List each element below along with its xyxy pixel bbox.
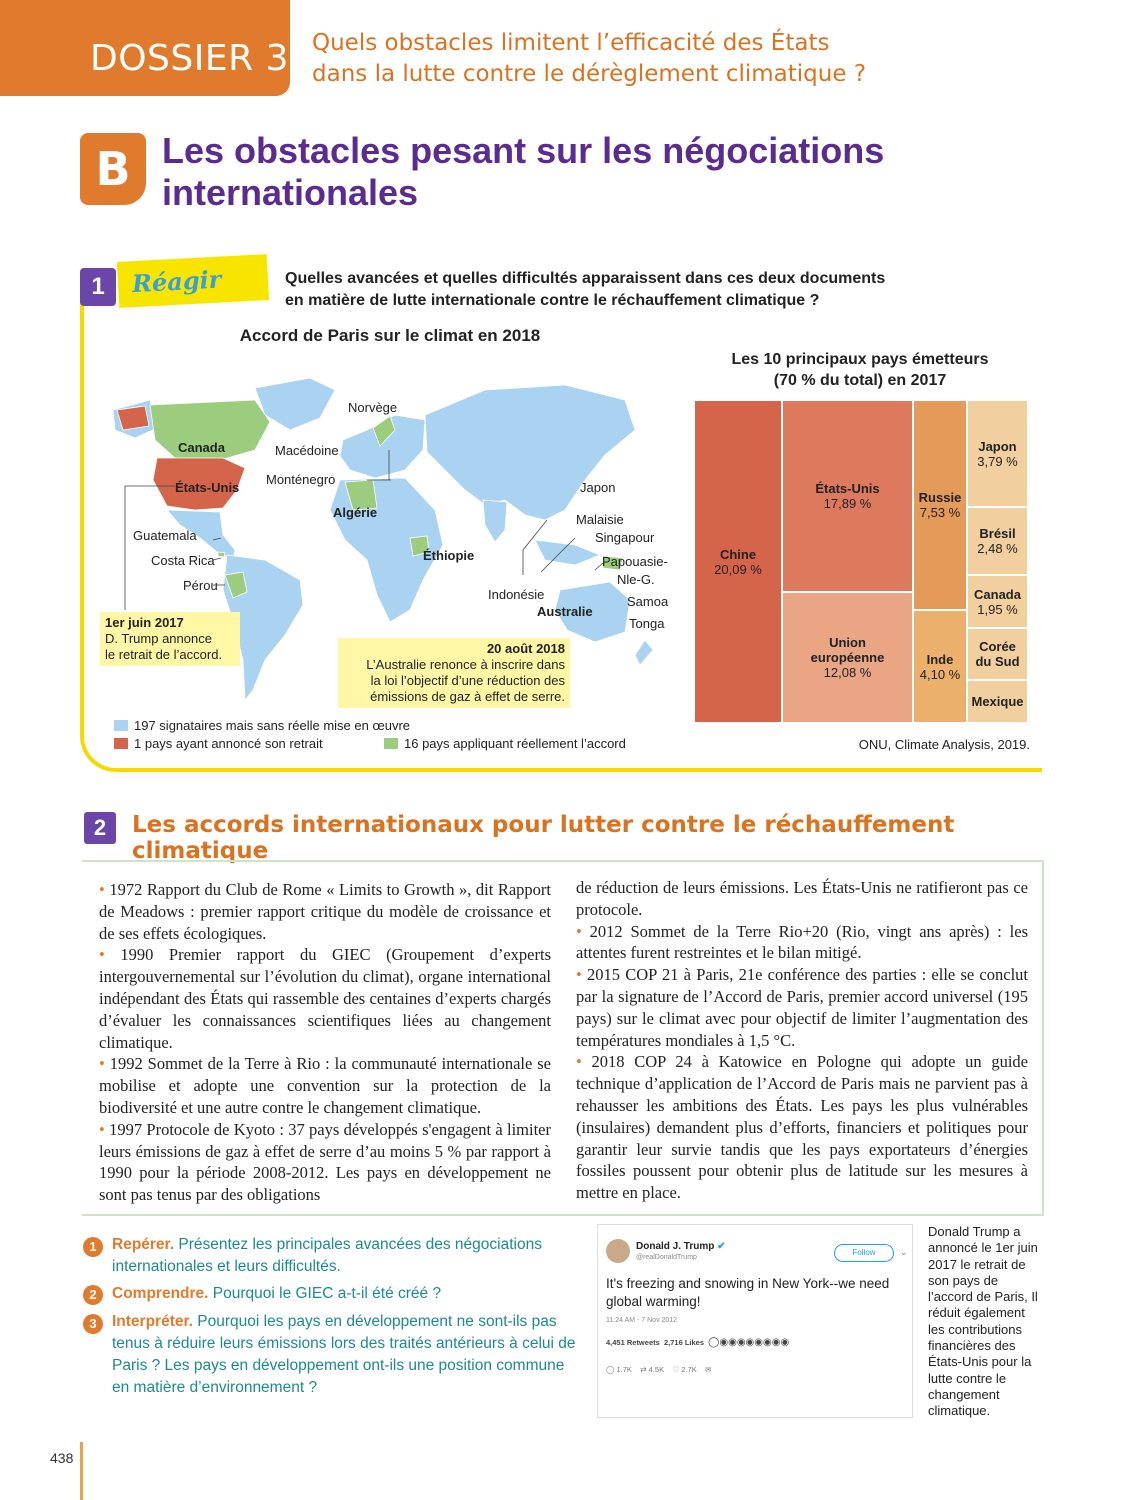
- treemap-cell-name: États-Unis: [815, 481, 880, 496]
- liker-avatars-icon: ◯◉◉◉◉◉◉◉◉: [708, 1337, 790, 1348]
- tweet-time: 11:24 AM - 7 Nov 2012: [606, 1317, 678, 1324]
- se-asia-shape: [535, 540, 600, 565]
- label-indonesie: Indonésie: [488, 587, 545, 602]
- tweet-likes: 2,716 Likes: [663, 1338, 704, 1347]
- asia-shape: [425, 385, 635, 520]
- doc2-number: 2: [84, 812, 116, 844]
- question-3: [112, 1311, 582, 1399]
- question-text: Pourquoi les pays en développement ne sont-ils pas tenus à réduire leurs émissions lors des traités antérieurs à celui de Paris ? Les pays en développement ont-ils une position commune en matière d’environnement ?: [112, 1313, 576, 1396]
- india-shape: [483, 500, 507, 542]
- like-icon[interactable]: ♡: [672, 1365, 680, 1374]
- treemap-cell-value: 2,48 %: [977, 541, 1018, 556]
- timeline-text: 1972 Rapport du Club de Rome « Limits to Growth », dit Rapport de Meadows : premier rapport critique du modèle de croissance et de ses effets écologiques.: [99, 880, 551, 943]
- label-montenegro: Monténegro: [266, 472, 336, 487]
- treemap-title-line: (70 % du total) en 2017: [773, 372, 947, 389]
- timeline-text: 2015 COP 21 à Paris, 21e conférence des parties : elle se conclut par la signature de l’Accord de Paris, premier accord universel (195 pays) sur le climat avec pour objectif de limiter l’augmentation des températures mondiales à 1,5 °C.: [576, 965, 1028, 1050]
- question-1: [112, 1234, 582, 1278]
- section-title-line: Les obstacles pesant sur les négociations: [162, 130, 885, 171]
- map-title: Accord de Paris sur le climat en 2018: [239, 326, 541, 345]
- dossier-question-line: Quels obstacles limitent l’efficacité des États: [312, 30, 830, 56]
- label-australie: Australie: [537, 604, 593, 619]
- treemap-cell-value: 12,08 %: [823, 665, 872, 680]
- treemap-cell-value: 20,09 %: [714, 561, 762, 577]
- legend-blue: [114, 718, 410, 733]
- treemap-cell-bresil: [967, 507, 1028, 575]
- question-2: [112, 1283, 582, 1305]
- callout-trump-line: le retrait de l’accord.: [105, 647, 223, 662]
- timeline-text: 1990 Premier rapport du GIEC (Groupement d’experts intergouvernemental sur l’évolution du climat), organe international indépendant des États qui rassemble des centaines d’experts chargés d’évaluer les connaissances scientifiques liées au changement climatique.: [99, 945, 551, 1052]
- treemap-cell-ue: [782, 592, 913, 723]
- label-papouasie-1: Papouasie-: [602, 554, 668, 569]
- callout-australia: [338, 638, 570, 708]
- legend-green: [384, 736, 626, 751]
- legend-red-label: 1 pays ayant annoncé son retrait: [134, 736, 323, 751]
- label-perou: Pérou: [183, 578, 218, 593]
- tweet-stats: [606, 1337, 789, 1348]
- label-singapour: Singapour: [595, 530, 655, 545]
- callout-aus-line: la loi l’objectif d’une réduction des: [370, 673, 565, 688]
- question-verb: Comprendre.: [112, 1285, 209, 1302]
- treemap-cell-name: Union européenne: [810, 635, 885, 665]
- emitters-treemap: [694, 400, 1028, 723]
- reagir-question: [285, 268, 925, 312]
- label-papouasie-2: Nle-G.: [617, 572, 655, 587]
- follow-button[interactable]: Follow: [834, 1244, 894, 1262]
- treemap-cell-mexique: [967, 680, 1028, 723]
- treemap-cell-value: 4,10 %: [919, 666, 961, 682]
- timeline-item: • 1990 Premier rapport du GIEC (Groupement d’experts intergouvernemental sur l’évolution du climat), organe international indépendant des États qui rassemble des centaines d’experts chargés d’évaluer les connaissances scientifiques liées au changement climatique.: [99, 945, 551, 1052]
- treemap-cell-inde: [913, 610, 967, 723]
- question-number: 1: [83, 1237, 103, 1257]
- chevron-down-icon[interactable]: ⌄: [900, 1247, 908, 1257]
- treemap-source: ONU, Climate Analysis, 2019.: [858, 737, 1030, 752]
- question-number: 2: [83, 1285, 103, 1305]
- timeline-item: • 2018 COP 24 à Katowice en Pologne qui adopte un guide technique d’application de l’Accord de Paris mais ne parvient pas à rehausser les ambitions des États. Les pays les plus vulnérables (insulaires) demandent plus d’efforts, financiers et politiques pour garantir leur survie tandis que les pays exportateurs d’énergies fossiles poussent pour obtenir plus de latitude sur les mesures à mettre en place.: [576, 1052, 1028, 1203]
- question-text: Pourquoi le GIEC a-t-il été créé ?: [212, 1285, 442, 1302]
- question-verb: Repérer.: [112, 1236, 175, 1253]
- tweet-author-name: Donald J. Trump: [636, 1241, 715, 1252]
- alaska-red-shape: [117, 406, 149, 430]
- reagir-label: Réagir: [117, 254, 269, 308]
- callout-trump-date: 1er juin 2017: [105, 615, 184, 630]
- treemap-cell-name: Mexique: [971, 694, 1024, 709]
- message-icon[interactable]: ✉: [705, 1365, 712, 1374]
- costa-rica-shape: [218, 552, 225, 557]
- reply-count: 1.7K: [616, 1365, 632, 1374]
- callout-trump-line: D. Trump annonce: [105, 631, 212, 646]
- reagir-question-line: en matière de lutte internationale contre le réchauffement climatique ?: [285, 292, 820, 309]
- treemap-cell-name: Russie: [918, 490, 962, 505]
- doc2-left-column: [99, 879, 551, 1206]
- page-number: 438: [50, 1450, 74, 1466]
- page-bar: [80, 1442, 83, 1500]
- tweet-caption: Donald Trump a annoncé le 1er juin 2017 le retrait de son pays de l’accord de Paris, Il réduit également les contributions financières des États-Unis pour la lutte contre le changement climatique.: [928, 1224, 1038, 1419]
- like-count: 2.7K: [681, 1365, 697, 1374]
- timeline-item: • 1972 Rapport du Club de Rome « Limits to Growth », dit Rapport de Meadows : premier rapport critique du modèle de croissance et de ses effets écologiques.: [99, 880, 551, 943]
- timeline-item: • 2012 Sommet de la Terre Rio+20 (Rio, vingt ans après) : les attentes furent restreintes et le bilan mitigé.: [576, 921, 1028, 963]
- callout-aus-line: L’Australie renonce à inscrire dans: [366, 657, 565, 672]
- label-macedoine: Macédoine: [275, 443, 339, 458]
- label-algerie: Algérie: [333, 505, 378, 520]
- timeline-item: • 1997 Protocole de Kyoto : 37 pays développés s'engagent à limiter leurs émissions de gaz à effet de serre d’au moins 5 % par rapport à 1990 pour la période 2008-2012. Les pays en développement ne sont pas tenus par des obligations: [99, 1119, 551, 1205]
- question-verb: Interpréter.: [112, 1313, 193, 1330]
- legend-green-label: 16 pays appliquant réellement l’accord: [404, 736, 626, 751]
- label-tonga: Tonga: [629, 616, 665, 631]
- treemap-cell-chine: [694, 400, 782, 723]
- avatar: [606, 1239, 630, 1263]
- callout-aus-date: 20 août 2018: [486, 641, 565, 656]
- timeline-item: • 2015 COP 21 à Paris, 21e conférence des parties : elle se conclut par la signature de l’Accord de Paris, premier accord universel (195 pays) sur le climat avec pour objectif de limiter l’augmentation des températures mondiales à 1,5 °C.: [576, 965, 1028, 1050]
- legend-swatch-red: [114, 738, 128, 749]
- section-letter-badge: B: [80, 133, 146, 205]
- timeline-text: 1997 Protocole de Kyoto : 37 pays développés s'engagent à limiter leurs émissions de gaz à effet de serre d’au moins 5 % par rapport à 1990 pour la période 2008-2012. Les pays en développement ne sont pas tenus par des obligations: [99, 1119, 551, 1205]
- tweet-handle: @realDonaldTrump: [636, 1254, 697, 1261]
- legend-swatch-blue: [114, 720, 128, 731]
- treemap-cell-coree: [967, 628, 1028, 680]
- tweet-card: [597, 1224, 913, 1418]
- retweet-icon[interactable]: ⇄: [640, 1365, 647, 1374]
- legend-swatch-green: [384, 738, 398, 749]
- treemap-cell-name: Japon: [978, 438, 1017, 454]
- dossier-question-line: dans la lutte contre le dérèglement climatique ?: [312, 61, 867, 87]
- treemap-cell-russie: [913, 400, 967, 610]
- label-samoa: Samoa: [627, 594, 669, 609]
- timeline-text: 2012 Sommet de la Terre Rio+20 (Rio, vingt ans après) : les attentes furent restreintes et le bilan mitigé.: [576, 921, 1028, 963]
- treemap-cell-etats-unis: [782, 400, 913, 592]
- label-costa-rica: Costa Rica: [151, 553, 215, 568]
- label-guatemala: Guatemala: [133, 528, 197, 543]
- question-number: 3: [83, 1314, 103, 1334]
- treemap-cell-canada: [967, 575, 1028, 628]
- tweet-retweets: 4,451 Retweets: [606, 1338, 660, 1347]
- treemap-cell-value: 7,53 %: [919, 505, 961, 520]
- tweet-author: [636, 1241, 726, 1252]
- label-japon: Japon: [580, 480, 616, 495]
- reagir-question-line: Quelles avancées et quelles difficultés apparaissent dans ces deux documents: [285, 270, 886, 287]
- dossier-tab: [0, 0, 290, 96]
- label-canada: Canada: [178, 440, 225, 455]
- label-norvege: Norvège: [348, 400, 398, 415]
- retweet-count: 4.5K: [648, 1365, 665, 1374]
- callout-aus-line: émissions de gaz à effet de serre.: [370, 689, 565, 704]
- question-text: Présentez les principales avancées des négociations internationales et leurs difficultés.: [112, 1236, 542, 1275]
- label-etats-unis: États-Unis: [175, 480, 240, 495]
- section-title-line: internationales: [162, 172, 419, 213]
- dossier-label: DOSSIER 3: [90, 38, 289, 79]
- treemap-cell-name: Chine: [719, 546, 757, 562]
- legend-blue-label: 197 signataires mais sans réelle mise en œuvre: [134, 718, 411, 733]
- treemap-cell-value: 3,79 %: [977, 453, 1018, 469]
- label-ethiopie: Éthiopie: [423, 548, 475, 563]
- tweet-text: It's freezing and snowing in New York--we need global warming!: [606, 1276, 890, 1309]
- doc2-title: Les accords internationaux pour lutter contre le réchauffement climatique: [132, 812, 955, 864]
- treemap-cell-name: Inde: [926, 651, 954, 667]
- new-zealand-shape: [635, 640, 653, 665]
- treemap-cell-name: Brésil: [979, 526, 1016, 541]
- section-title: [162, 130, 922, 214]
- doc1-number: 1: [80, 268, 116, 306]
- treemap-cell-name: Canada: [974, 586, 1021, 602]
- treemap-title: [690, 349, 1030, 391]
- legend-red: [114, 736, 323, 751]
- label-malaisie: Malaisie: [576, 512, 624, 527]
- treemap-cell-value: 1,95 %: [977, 601, 1018, 617]
- treemap-cell-name: Corée du Sud: [975, 639, 1020, 669]
- timeline-text: 2018 COP 24 à Katowice en Pologne qui adopte un guide technique d’application de l’Accord de Paris mais ne parvient pas à rehausser les ambitions des États. Les pays les plus vulnérables (insulaires) demandent plus d’efforts, financiers et politiques pour garantir leur survie tandis que les pays exportateurs d’énergies fossiles poussent pour obtenir plus de latitude sur les mesures à mettre en place.: [576, 1052, 1028, 1203]
- treemap-title-line: Les 10 principaux pays émetteurs: [731, 351, 989, 368]
- treemap-cell-value: 17,89 %: [823, 496, 872, 511]
- verified-icon: ✔: [717, 1241, 726, 1252]
- timeline-item: • 1992 Sommet de la Terre à Rio : la communauté internationale se mobilise et adopte une convention sur la protection de la biodiversité et une autre contre le changement climatique.: [99, 1054, 551, 1117]
- doc2-right-column: [576, 877, 1028, 1204]
- timeline-text: 1992 Sommet de la Terre à Rio : la communauté internationale se mobilise et adopte une convention sur la protection de la biodiversité et une autre contre le changement climatique.: [99, 1054, 551, 1117]
- callout-trump: [100, 612, 240, 666]
- timeline-continuation: de réduction de leurs émissions. Les États-Unis ne ratifieront pas ce protocole.: [576, 878, 1028, 919]
- reply-icon[interactable]: ◯: [606, 1365, 615, 1374]
- dossier-question: [312, 28, 872, 90]
- treemap-cell-japon: [967, 400, 1028, 507]
- tweet-actions: [606, 1365, 711, 1374]
